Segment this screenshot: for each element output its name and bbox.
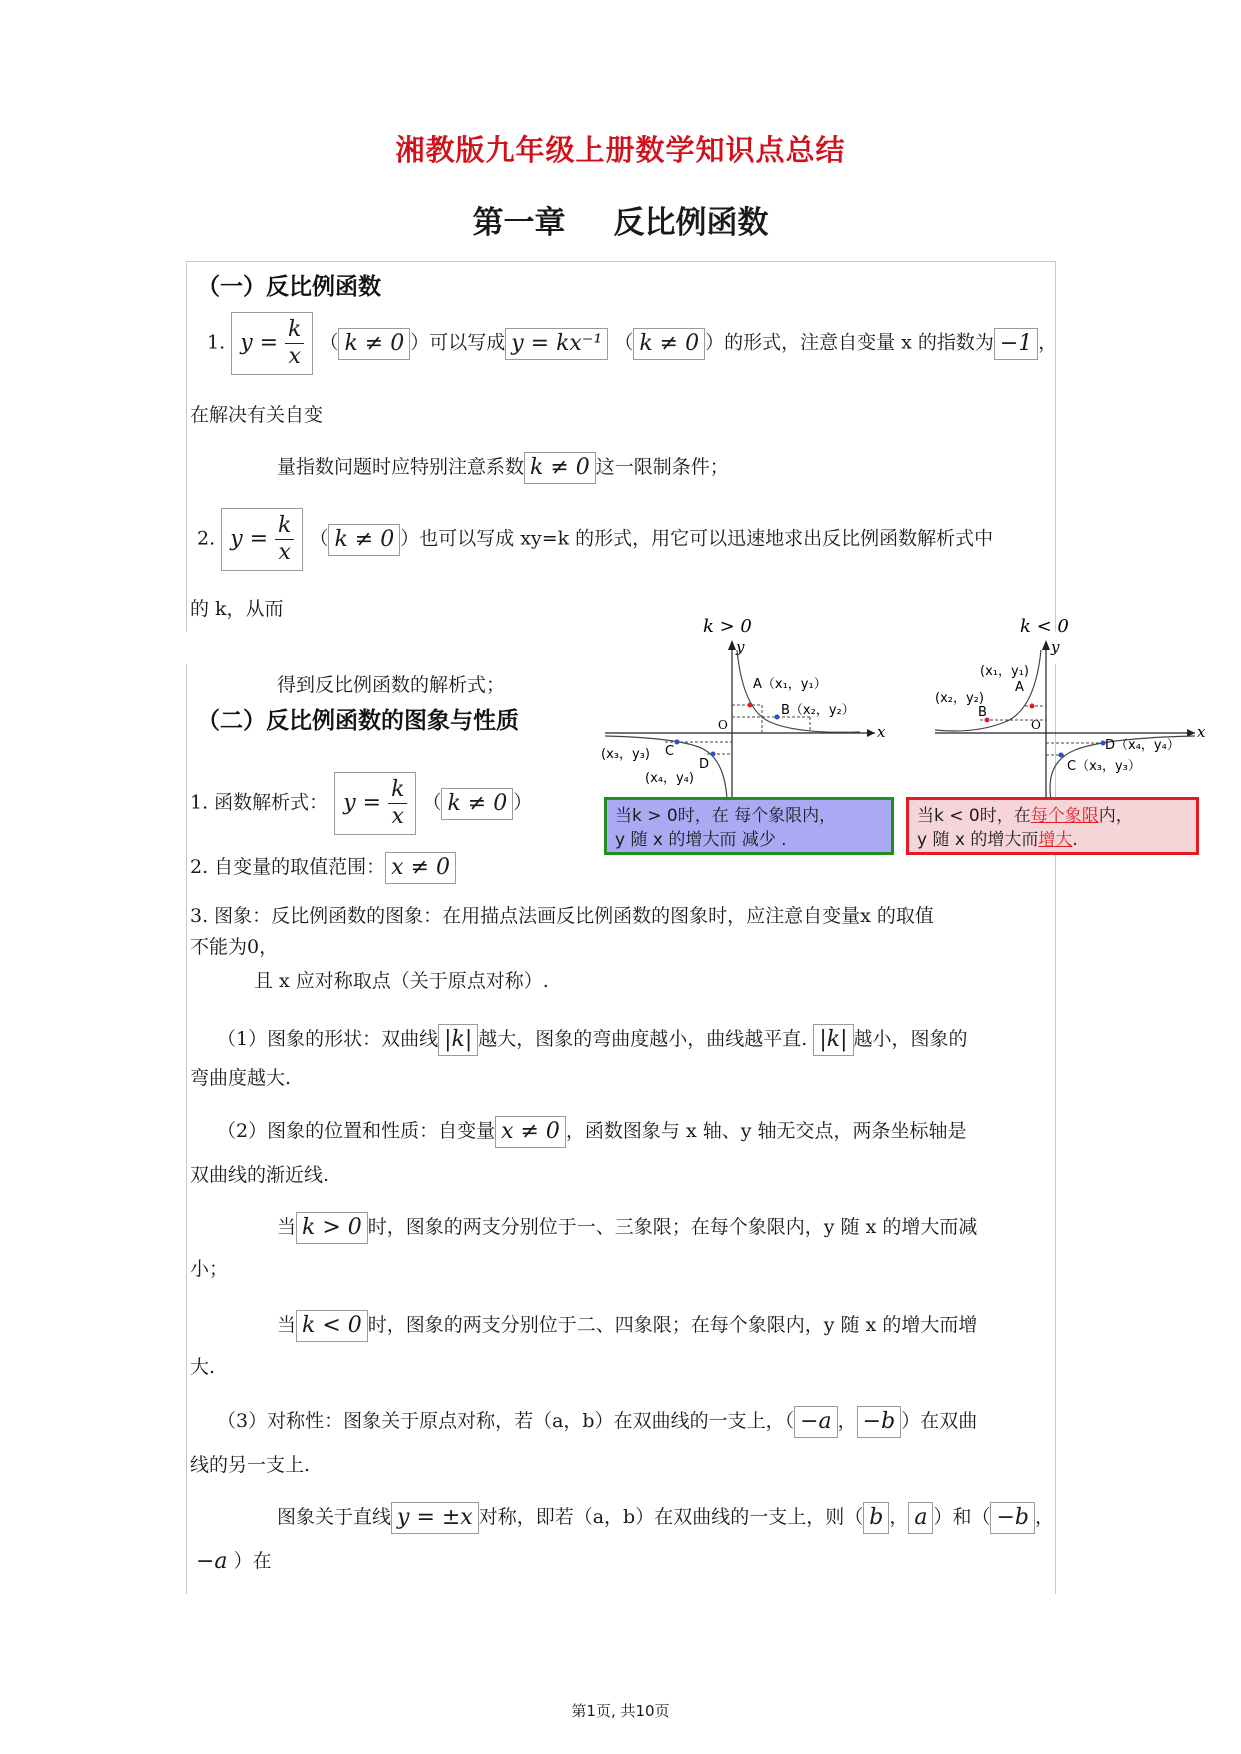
left-point-d — [711, 752, 716, 757]
right-label-a: A — [1015, 680, 1024, 695]
s2-item3-line3: 且 x 应对称取点（关于原点对称）. — [254, 970, 549, 992]
left-x-label: x — [877, 723, 886, 741]
s2-item3-line2: 不能为0， — [190, 936, 279, 958]
right-point-c — [1059, 753, 1064, 758]
s2-kneg-line2: 大. — [190, 1356, 216, 1378]
chapter-number: 第一章 — [472, 205, 566, 241]
formula-x-ne-0: x ≠ 0 — [385, 852, 456, 884]
document-title: 湘教版九年级上册数学知识点总结 — [395, 133, 846, 167]
formula-y-pm-x: y = ±x — [391, 1502, 479, 1534]
formula-neg-a: −a — [190, 1546, 234, 1578]
right-graph-title: k < 0 — [1020, 616, 1069, 637]
s2-line-sym-line1: 图象关于直线 y = ±x 对称，即若（a，b）在双曲线的一支上，则（ b ， a ）和（ −b ， — [277, 1502, 1054, 1534]
formula-abs-k: |k| — [438, 1024, 478, 1056]
item2-number: 2. — [197, 527, 216, 550]
item1-line2: 在解决有关自变 — [190, 404, 324, 426]
right-label-b: B — [978, 705, 987, 720]
formula-k-ne-0: k ≠ 0 — [524, 452, 596, 484]
left-label-x3y3: (x₃，y₃) — [601, 747, 650, 762]
caption-k-positive: 当k > 0时，在 每个象限内， y 随 x 的增大而 减少 . — [604, 797, 894, 855]
left-label-c: C — [665, 744, 675, 759]
right-label-x1y1: (x₁，y₁) — [980, 664, 1029, 679]
s2-kpos-line2: 小； — [190, 1258, 229, 1280]
s2-shape-line2: 弯曲度越大. — [190, 1067, 292, 1089]
formula-x-ne-0: x ≠ 0 — [495, 1116, 566, 1148]
s2-line-sym-line2: −a ）在 — [190, 1546, 272, 1578]
formula-neg-b: −b — [990, 1502, 1035, 1534]
left-graph-title: k > 0 — [703, 616, 752, 637]
formula-neg-a: −a — [794, 1406, 838, 1438]
formula-k-ne-0: k ≠ 0 — [338, 328, 410, 360]
right-label-c: C（x₃，y₃） — [1067, 759, 1141, 774]
item2-line1: 2. y = $\frac{k}{x}$ （ k ≠ 0 ）也可以写成 xy=k 的形式，用它可以迅速地求出反比例函数解析式中 — [197, 508, 993, 571]
formula-k-ne-0: k ≠ 0 — [328, 524, 400, 556]
formula-b: b — [863, 1502, 889, 1534]
right-origin: O — [1031, 718, 1041, 732]
formula-y-k-over-x: y = $\frac{k}{x}$ — [231, 312, 313, 375]
chapter-heading — [0, 197, 1241, 242]
formula-k-gt-0: k > 0 — [296, 1212, 368, 1244]
formula-neg-b: −b — [857, 1406, 902, 1438]
s2-symmetry-line2: 线的另一支上. — [190, 1454, 311, 1476]
s2-symmetry-line1: （3）对称性：图象关于原点对称，若（a，b）在双曲线的一支上，（ −a ， −b ）在双曲 — [217, 1406, 977, 1438]
s2-position-line2: 双曲线的渐近线. — [190, 1164, 330, 1186]
item1-line3: 量指数问题时应特别注意系数 k ≠ 0 这一限制条件； — [277, 452, 729, 484]
s2-kpos-line1: 当 k > 0 时，图象的两支分别位于一、三象限；在每个象限内，y 随 x 的增大而减 — [277, 1212, 977, 1244]
item2-line3: 得到反比例函数的解析式； — [277, 674, 506, 696]
formula-k-lt-0: k < 0 — [296, 1310, 368, 1342]
item2-line2: 的 k，从而 — [190, 598, 284, 620]
right-y-label: y — [1051, 638, 1060, 656]
left-point-c — [675, 740, 680, 745]
chapter-name: 反比例函数 — [613, 205, 769, 241]
page-footer: 第1页, 共10页 — [571, 1702, 670, 1720]
caption-k-negative: 当k < 0时，在每个象限内， y 随 x 的增大而增大. — [906, 797, 1199, 855]
right-label-d: D（x₄，y₄） — [1105, 738, 1180, 753]
section1-heading: （一）反比例函数 — [197, 274, 381, 300]
right-x-label: x — [1197, 723, 1206, 741]
section2-heading: （二）反比例函数的图象与性质 — [197, 708, 519, 734]
formula-k-ne-0: k ≠ 0 — [633, 328, 705, 360]
formula-neg-one: −1 — [994, 328, 1038, 360]
left-y-label: y — [736, 638, 745, 656]
s2-position-line1: （2）图象的位置和性质：自变量 x ≠ 0 ，函数图象与 x 轴、y 轴无交点，两条坐标轴是 — [217, 1116, 967, 1148]
left-label-b: B（x₂，y₂） — [781, 703, 855, 718]
left-label-a: A（x₁，y₁） — [753, 677, 827, 692]
left-label-x4y4: (x₄，y₄) — [645, 771, 694, 786]
left-origin: O — [718, 718, 728, 732]
item1-line1: 1. y = $\frac{k}{x}$ （ k ≠ 0 ）可以写成 y = kx⁻¹ （ k ≠ 0 ）的形式，注意自变量 x 的指数为 −1 ， — [207, 312, 1057, 375]
s2-kneg-line1: 当 k < 0 时，图象的两支分别位于二、四象限；在每个象限内，y 随 x 的增大而增 — [277, 1310, 977, 1342]
hyperbola-graphs — [595, 610, 1220, 800]
s2-item2: 2. 自变量的取值范围： x ≠ 0 — [190, 852, 456, 884]
right-point-a — [1030, 704, 1035, 709]
item1-number: 1. — [207, 331, 226, 354]
formula-abs-k: |k| — [813, 1024, 853, 1056]
formula-k-ne-0: k ≠ 0 — [441, 788, 513, 820]
left-point-b — [775, 715, 780, 720]
right-label-x2y2: (x₂，y₂) — [935, 691, 984, 706]
s2-shape-line1: （1）图象的形状：双曲线 |k| 越大，图象的弯曲度越小，曲线越平直. |k| 越小，图象的 — [217, 1024, 968, 1056]
left-label-d: D — [699, 757, 710, 772]
formula-y-k-over-x: y = $\frac{k}{x}$ — [221, 508, 303, 571]
formula-kx-inverse: y = kx⁻¹ — [505, 328, 608, 360]
left-point-a — [748, 703, 753, 708]
s2-item3-line1: 3. 图象：反比例函数的图象：在用描点法画反比例函数的图象时，应注意自变量x 的取值 — [190, 905, 934, 927]
formula-y-k-over-x: y = $\frac{k}{x}$ — [334, 772, 416, 835]
s2-item1: 1. 函数解析式： y = $\frac{k}{x}$ （ k ≠ 0 ） — [190, 772, 532, 835]
formula-a: a — [908, 1502, 933, 1534]
